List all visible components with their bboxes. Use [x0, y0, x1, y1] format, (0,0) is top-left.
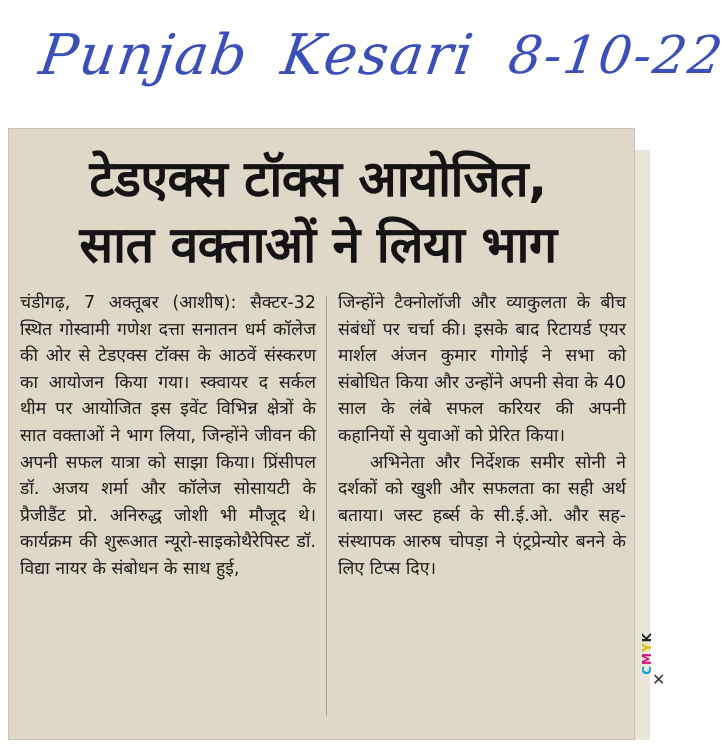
cmyk-m: M	[640, 652, 654, 665]
article-paragraph: जिन्होंने टैक्नोलॉजी और व्याकुलता के बीच संबंधों पर चर्चा की। इसके बाद रिटायर्ड एयर मार्शल अंजन कुमार गोगोई ने सभा को संबोधित किया और उन्होंने अपनी सेवा के 40 साल के लंबे सफल करियर की अपनी कहानियों से युवाओं को प्रेरित किया।	[338, 293, 626, 446]
handwritten-date: 8-10-22	[504, 25, 727, 86]
cmyk-y: Y	[640, 642, 654, 653]
handwritten-publication-word-1: Punjab	[35, 23, 253, 88]
cmyk-k: K	[640, 632, 654, 643]
cmyk-c: C	[640, 664, 654, 675]
article-column-right	[338, 290, 626, 583]
cmyk-print-mark	[640, 632, 654, 675]
headline-line-1: टेडएक्स टॉक्स आयोजित,	[89, 150, 547, 208]
article-headline	[18, 146, 618, 278]
article-paragraph: चंडीगढ़, 7 अक्तूबर (आशीष): सैक्टर-32 स्थित गोस्वामी गणेश दत्ता सनातन धर्म कॉलेज की ओर से टेडएक्स टॉक्स के आठवें संस्करण का आयोजन किया गया। स्क्वायर द सर्कल थीम पर आयोजित इस इवेंट विभिन्न क्षेत्रों के सात वक्ताओं ने भाग लिया, जिन्होंने जीवन की अपनी सफल यात्रा को साझा किया। प्रिंसीपल डॉ. अजय शर्मा और कॉलेज सोसायटी के प्रैजीडैंट प्रो. अनिरुद्ध जोशी भी मौजूद थे। कार्यक्रम की शुरूआत न्यूरो-साइकोथैरेपिस्ट डॉ. विद्या नायर के संबोधन के साथ हुई,	[20, 293, 316, 579]
registration-mark-icon: ✕	[652, 670, 666, 689]
article-paragraph: अभिनेता और निर्देशक समीर सोनी ने दर्शकों को खुशी और सफलता का सही अर्थ बताया। जस्ट हर्ब्स के सी.ई.ओ. और सह-संस्थापक आरुष चोपड़ा ने एंट्रप्रेन्योर बनने के लिए टिप्स दिए।	[338, 452, 626, 579]
article-column-left	[20, 290, 316, 583]
column-divider	[326, 296, 327, 716]
newspaper-clipping	[8, 128, 635, 740]
handwritten-note	[35, 8, 727, 103]
headline-line-2: सात वक्ताओं ने लिया भाग	[79, 216, 557, 274]
handwritten-publication-word-2: Kesari	[277, 23, 480, 88]
